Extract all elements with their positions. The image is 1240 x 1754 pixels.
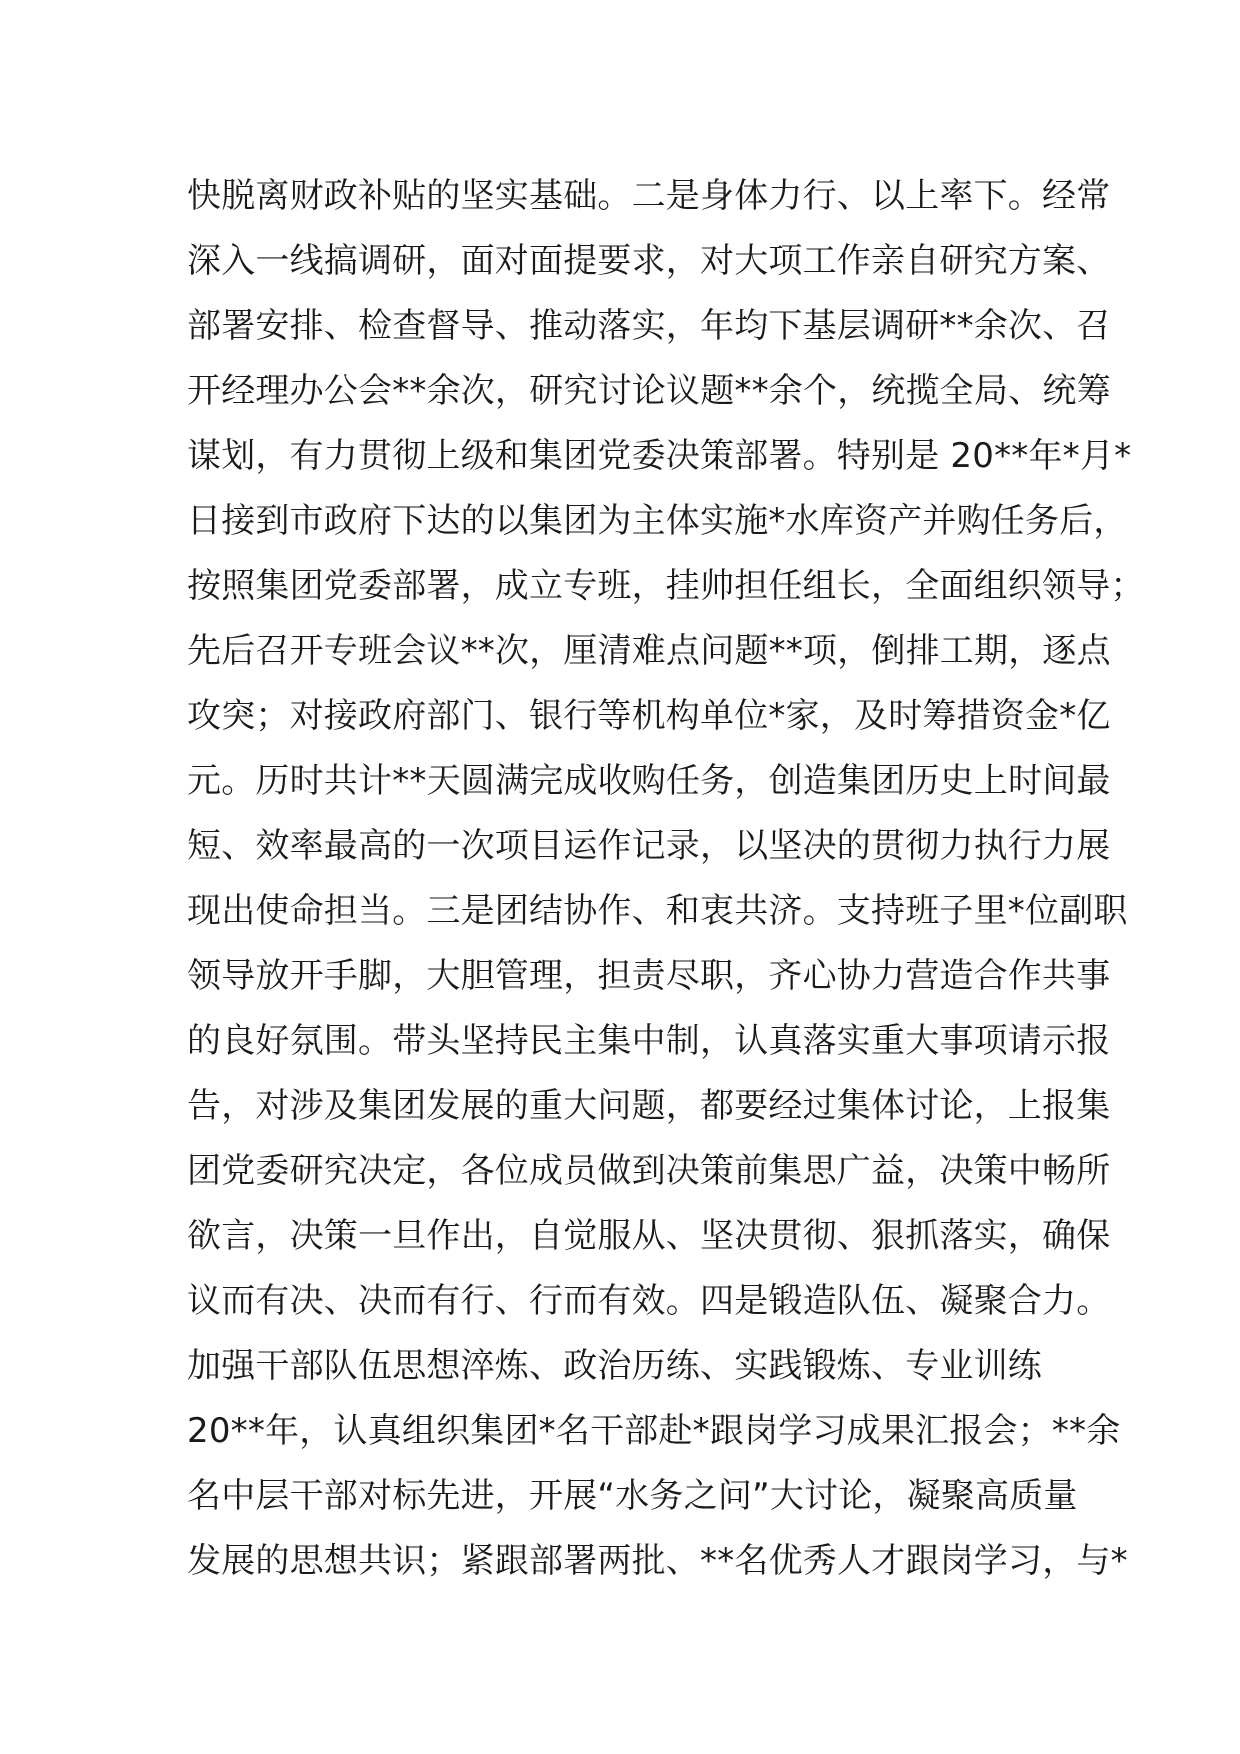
text-line: 现出使命担当。三是团结协作、和衷共济。支持班子里*位副职: [187, 891, 1128, 931]
text-line: 谋划，有力贯彻上级和集团党委决策部署。特别是 20**年*月*: [187, 436, 1132, 476]
text-line: 名中层干部对标先进，开展“水务之问”大讨论，凝聚高质量: [187, 1476, 1078, 1516]
text-line: 加强干部队伍思想淬炼、政治历练、实践锻炼、专业训练: [187, 1346, 1042, 1386]
text-line: 发展的思想共识；紧跟部署两批、**名优秀人才跟岗学习，与*: [187, 1541, 1128, 1581]
text-line: 按照集团党委部署，成立专班，挂帅担任组长，全面组织领导；: [187, 566, 1145, 606]
text-line: 告，对涉及集团发展的重大问题，都要经过集体讨论，上报集: [187, 1086, 1111, 1126]
text-line: 攻突；对接政府部门、银行等机构单位*家，及时筹措资金*亿: [187, 696, 1111, 736]
text-line: 快脱离财政补贴的坚实基础。二是身体力行、以上率下。经常: [187, 176, 1111, 216]
text-line: 的良好氛围。带头坚持民主集中制，认真落实重大事项请示报: [187, 1021, 1111, 1061]
text-line: 元。历时共计**天圆满完成收购任务，创造集团历史上时间最: [187, 761, 1111, 801]
text-line: 议而有决、决而有行、行而有效。四是锻造队伍、凝聚合力。: [187, 1281, 1111, 1321]
text-line: 20**年，认真组织集团*名干部赴*跟岗学习成果汇报会；**余: [187, 1411, 1121, 1451]
text-line: 领导放开手脚，大胆管理，担责尽职，齐心协力营造合作共事: [187, 956, 1111, 996]
text-line: 开经理办公会**余次，研究讨论议题**余个，统揽全局、统筹: [187, 371, 1111, 411]
text-line: 欲言，决策一旦作出，自觉服从、坚决贯彻、狠抓落实，确保: [187, 1216, 1111, 1256]
text-line: 团党委研究决定，各位成员做到决策前集思广益，决策中畅所: [187, 1151, 1111, 1191]
body-paragraph: [187, 164, 1145, 1594]
text-line: 深入一线搞调研，面对面提要求，对大项工作亲自研究方案、: [187, 241, 1111, 281]
text-line: 先后召开专班会议**次，厘清难点问题**项，倒排工期，逐点: [187, 631, 1111, 671]
text-line: 部署安排、检查督导、推动落实，年均下基层调研**余次、召: [187, 306, 1111, 346]
text-line: 日接到市政府下达的以集团为主体实施*水库资产并购任务后，: [187, 501, 1128, 541]
text-line: 短、效率最高的一次项目运作记录，以坚决的贯彻力执行力展: [187, 826, 1111, 866]
